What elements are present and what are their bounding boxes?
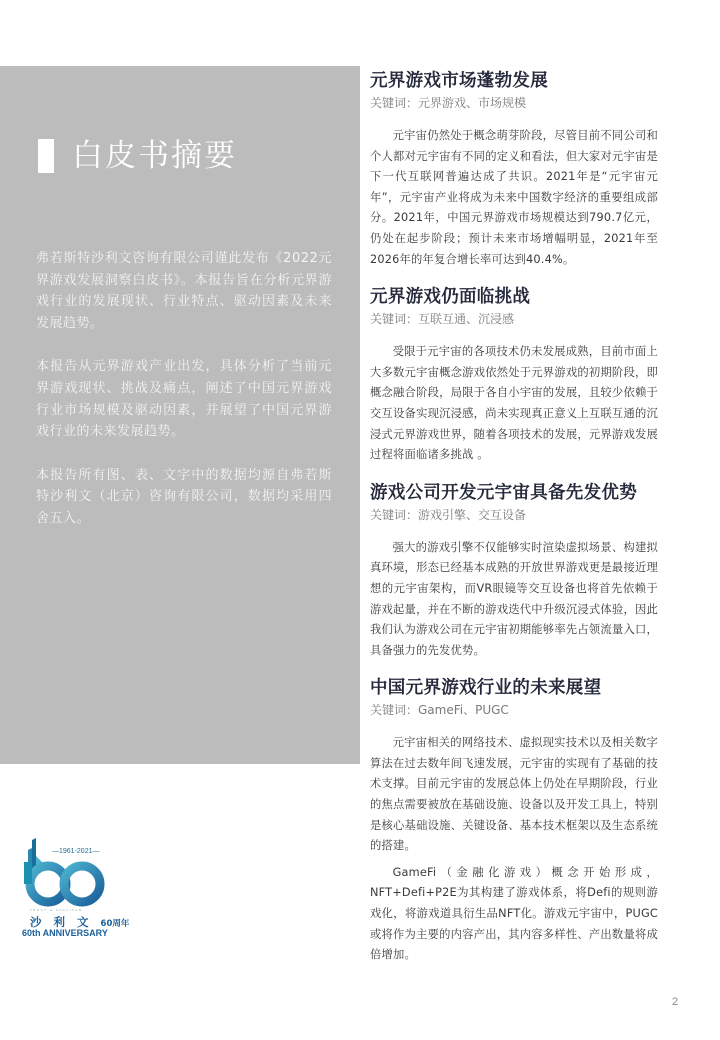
section-keywords: 关键词：游戏引擎、交互设备 xyxy=(370,507,527,522)
summary-paragraph: 本报告从元界游戏产业出发，具体分析了当前元界游戏现状、挑战及痛点，阐述了中国元界游戏行业市场规模及驱动因素，并展望了中国元界游戏行业的未来发展趋势。 xyxy=(36,359,332,440)
sullivan-60th-logo xyxy=(22,836,130,940)
section-body: 元宇宙相关的网络技术、虚拟现实技术以及相关数字算法在过去数年间飞速发展，元宇宙的实现有了基础的技术支撑。目前元宇宙的发展总体上仍处在早期阶段，行业的焦点需要被放在基础设施、设备以及开发工具上，特别是核心基础设施、关键设备、基本技术框架以及生态系统的搭建。 xyxy=(370,736,658,853)
section-body: 元宇宙仍然处于概念萌芽阶段，尽管目前不同公司和个人都对元宇宙有不同的定义和看法，但大家对元宇宙是下一代互联网普遍达成了共识。2021年是“元宇宙元年”，元宇宙产业将成为未来中国数字经济的重要组成部分。2021年，中国元界游戏市场规模达到790.7亿元，仍处在起步阶段；预计未来市场增幅明显，2021年至2026年的年复合增长率可达到40.4%。 xyxy=(370,129,658,266)
logo-english: 60th ANNIVERSARY xyxy=(22,928,108,938)
section-body: GameFi（金融化游戏）概念开始形成，NFT+Defi+P2E为其构建了游戏体系，将Defi的规则游戏化，将游戏道具衍生品NFT化。游戏元宇宙中，PUGC或将作为主要的内容产出，其内容多样性、产出数量将成倍增加。 xyxy=(370,865,658,962)
summary-paragraph: 弗若斯特沙利文咨询有限公司谨此发布《2022元界游戏发展洞察白皮书》。本报告旨在分析元界游戏行业的发展现状、行业特点、驱动因素及未来发展趋势。 xyxy=(36,251,332,331)
logo-cn-name: 沙 利 文 xyxy=(30,915,93,929)
section-outlook xyxy=(370,675,658,966)
section-body: 强大的游戏引擎不仅能够实时渲染虚拟场景、构建拟真环境，形态已经基本成熟的开放世界游戏更是最接近理想的元宇宙架构，而VR眼镜等交互设备也将首先依赖于游戏起量，并在不断的游戏迭代中升级沉浸式体验，因此我们认为游戏公司在元宇宙初期能够率先占领流量入口，具备强力的先发优势。 xyxy=(370,540,658,657)
logo-tagline: FROST & SULLIVAN xyxy=(30,908,83,912)
section-advantage xyxy=(370,480,658,662)
page-number: 2 xyxy=(672,996,679,1008)
section-keywords: 关键词：互联互通、沉浸感 xyxy=(370,312,515,327)
section-title: 游戏公司开发元宇宙具备先发优势 xyxy=(370,482,637,503)
section-title: 元界游戏仍面临挑战 xyxy=(370,287,531,308)
summary-paragraph: 本报告所有图、表、文字中的数据均源自弗若斯特沙利文（北京）咨询有限公司，数据均采用四舍五入。 xyxy=(36,467,332,526)
section-keywords: 关键词：元界游戏、市场规模 xyxy=(370,96,527,110)
section-challenges xyxy=(370,284,658,466)
section-title: 元界游戏市场蓬勃发展 xyxy=(370,71,548,91)
logo-cn-suffix: 60周年 xyxy=(100,919,130,929)
section-market xyxy=(370,68,658,270)
summary-panel xyxy=(0,66,360,764)
section-title: 中国元界游戏行业的未来展望 xyxy=(370,678,602,699)
summary-paragraphs xyxy=(36,248,332,552)
title-accent-bar xyxy=(38,139,54,173)
content-column xyxy=(370,68,658,966)
section-keywords: 关键词：GameFi、PUGC xyxy=(370,703,509,718)
summary-heading xyxy=(38,136,237,176)
section-body: 受限于元宇宙的各项技术仍未发展成熟，目前市面上大多数元宇宙概念游戏依然处于元界游戏的初期阶段，即概念融合阶段，局限于各自小宇宙的发展，且较少依赖于交互设备实现沉浸感，尚未实现真正意义上互联互通的沉浸式元界游戏世界，随着各项技术的发展，元界游戏发展过程将面临诸多挑战 。 xyxy=(370,345,658,462)
summary-title: 白皮书摘要 xyxy=(72,138,237,174)
logo-years: —1961-2021— xyxy=(52,848,100,855)
